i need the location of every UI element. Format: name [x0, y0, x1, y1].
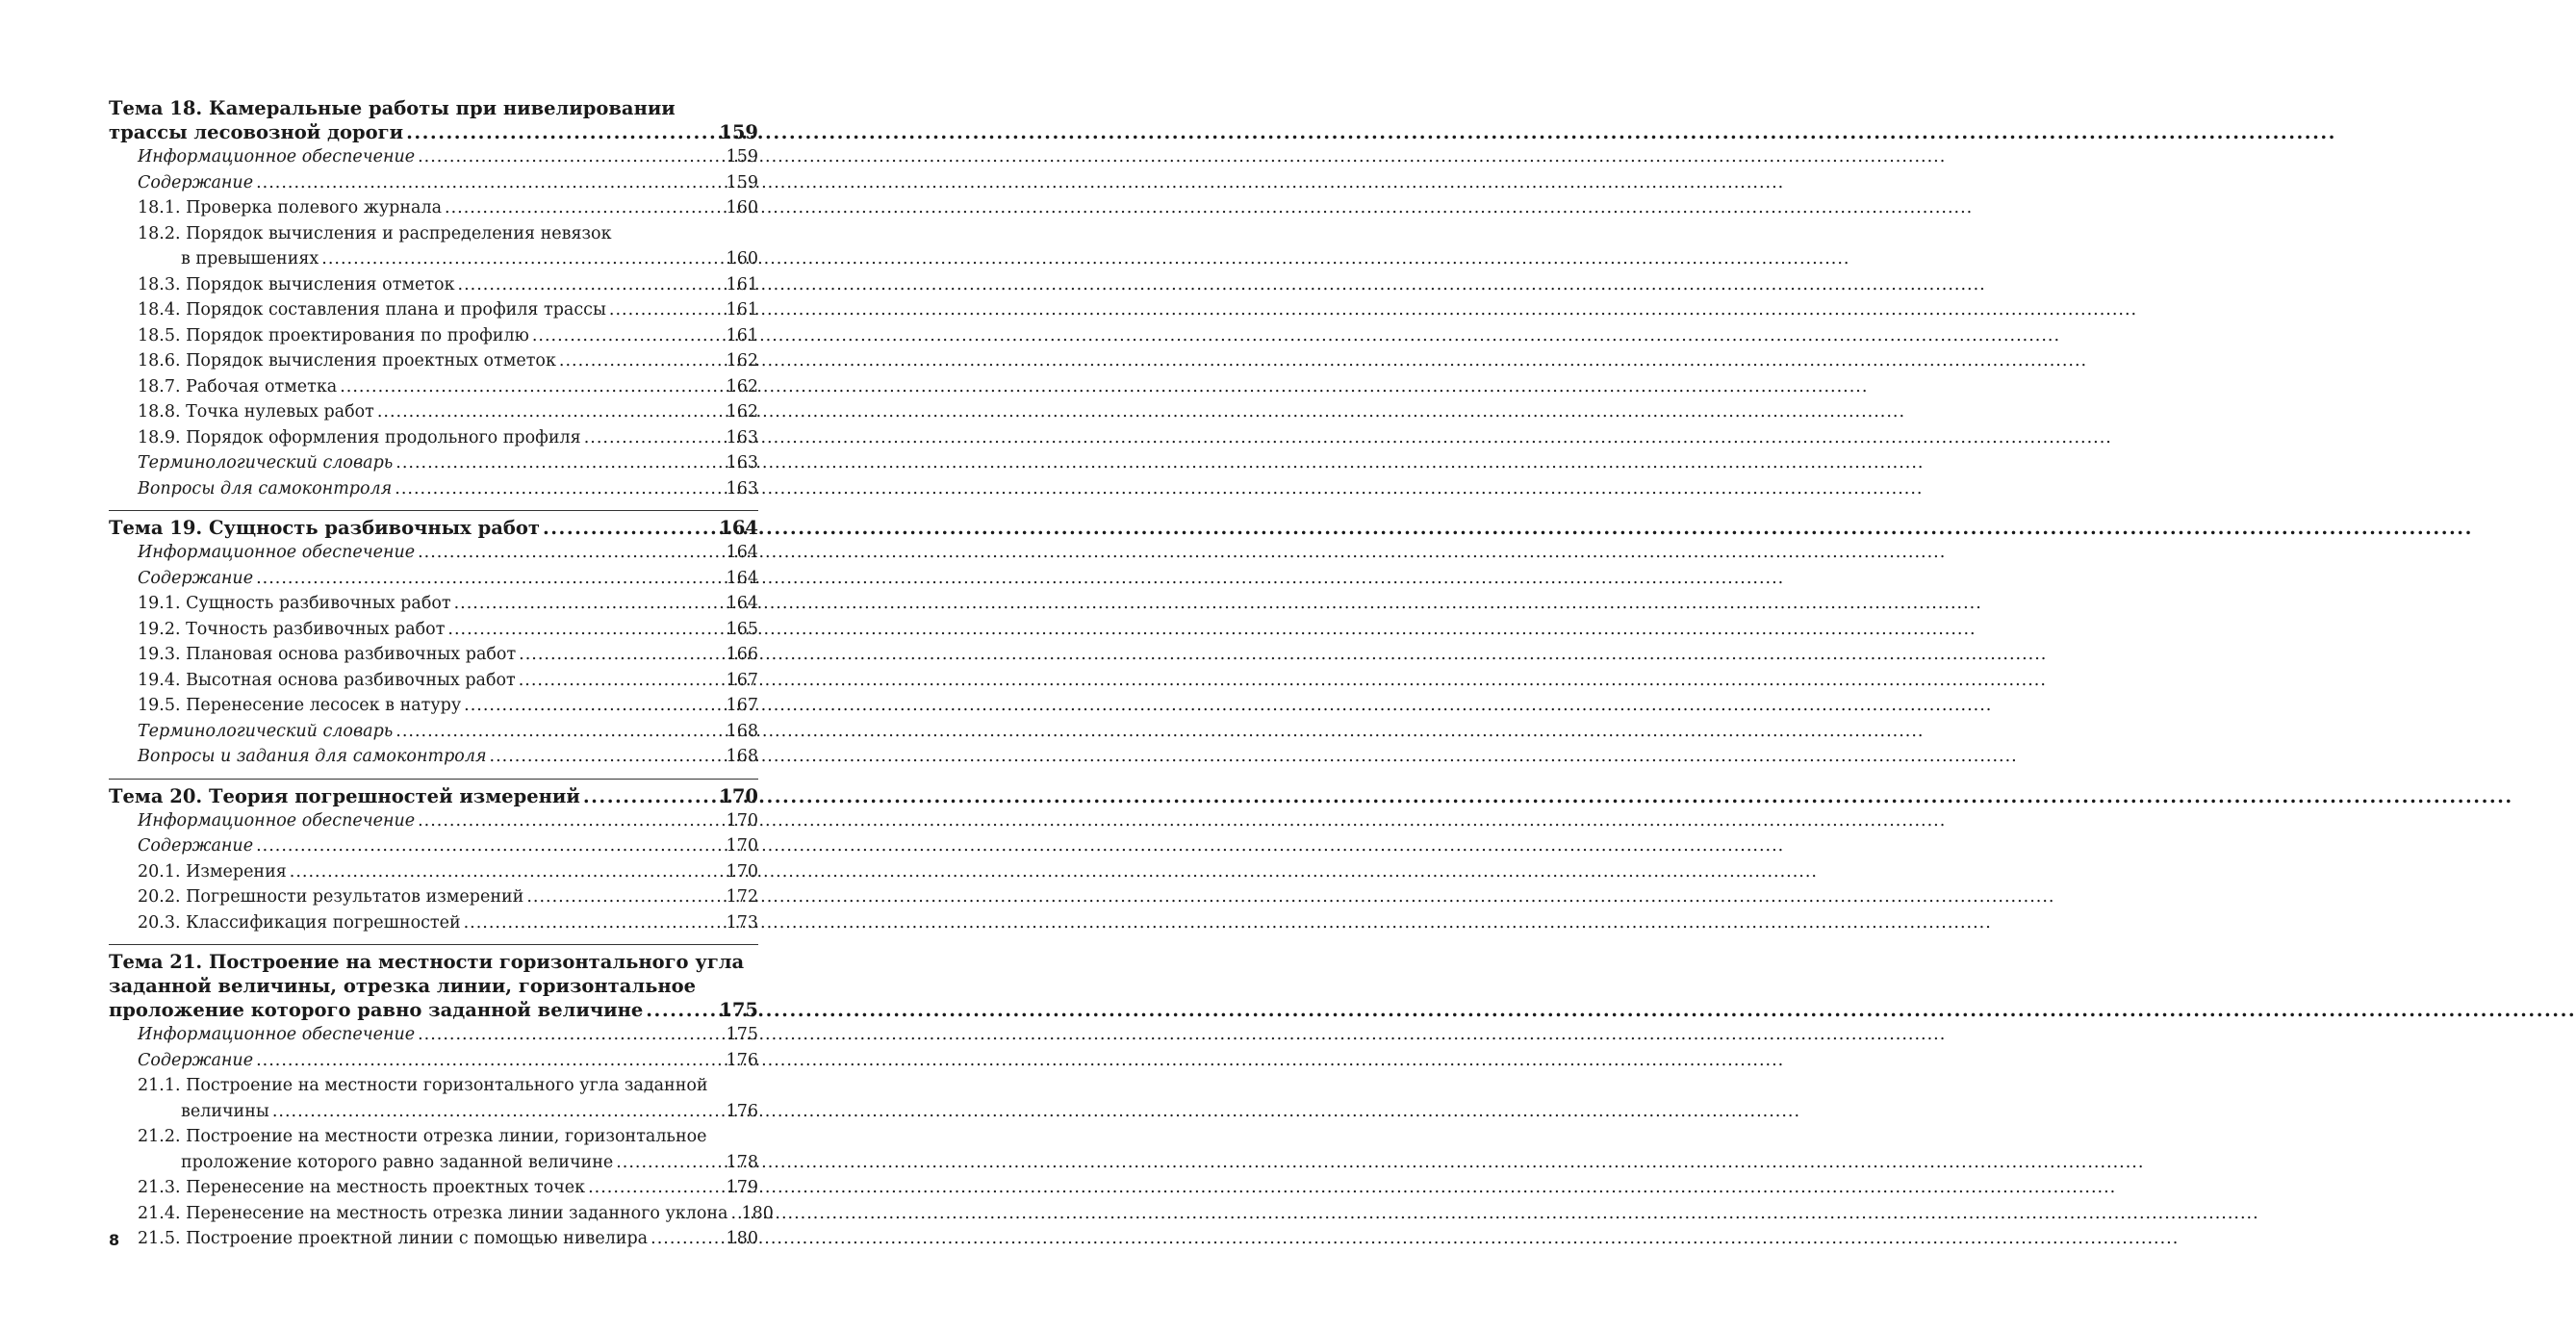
entry-title: проложение которого равно заданной величине: [181, 1152, 614, 1172]
theme-title-line: Тема 21. Построение на местности горизонтального угла: [109, 951, 745, 973]
entry-title: 18.8. Точка нулевых работ: [138, 402, 374, 422]
dot-leader: [395, 450, 723, 476]
entry-page-number: 160: [726, 249, 758, 269]
toc-entry-auxiliary: [109, 144, 758, 170]
toc-entry-auxiliary: [109, 476, 758, 502]
entry-title: 18.7. Рабочая отметка: [138, 376, 338, 396]
theme-title: Тема 19. Сущность разбивочных работ: [109, 517, 540, 539]
entry-title: Вопросы для самоконтроля: [138, 478, 393, 499]
dot-leader: [526, 884, 723, 910]
dot-leader: [464, 910, 724, 936]
theme-title-row: [109, 784, 758, 808]
entry-title: 20.2. Погрешности результатов измерений: [138, 887, 524, 907]
dot-leader: [584, 425, 724, 451]
toc-entry: [109, 668, 758, 694]
dot-leader: [256, 170, 724, 196]
entry-title: Информационное обеспечение: [138, 1025, 416, 1044]
entry-page-number: 173: [726, 912, 758, 933]
dot-leader: [418, 144, 724, 170]
dot-leader: [256, 566, 724, 592]
entry-row: [138, 323, 758, 349]
entry-row: [138, 668, 758, 694]
toc-entry: [109, 693, 758, 719]
entry-row: [138, 719, 758, 745]
entry-page-number: 172: [726, 887, 758, 907]
dot-leader: [340, 374, 723, 400]
theme-page-number: 164: [719, 517, 758, 539]
entry-page-number: 170: [726, 810, 758, 831]
entry-title: 21.4. Перенесение на местность отрезка линии заданного уклона: [138, 1203, 728, 1223]
theme-title-line: Тема 18. Камеральные работы при нивелировании: [109, 97, 676, 119]
toc-entry: [109, 374, 758, 400]
entry-title: Терминологический словарь: [138, 721, 394, 741]
dot-leader: [418, 808, 724, 834]
entry-page-number: 160: [726, 198, 758, 217]
entry-row: [138, 272, 758, 298]
entry-title: 19.3. Плановая основа разбивочных работ: [138, 645, 517, 664]
dot-leader: [256, 833, 724, 859]
entry-page-number: 175: [726, 1025, 758, 1044]
entry-title-line: 21.1. Построение на местности горизонтального угла заданной: [138, 1076, 708, 1095]
toc-entry-auxiliary: [109, 833, 758, 859]
entry-title: Информационное обеспечение: [138, 147, 416, 166]
entry-page-number: 167: [726, 670, 758, 690]
entry-title: величины: [181, 1101, 269, 1121]
entry-row: [138, 642, 758, 668]
entry-row: [138, 591, 758, 617]
theme-title: Тема 20. Теория погрешностей измерений: [109, 784, 580, 807]
entry-page-number: 176: [726, 1050, 758, 1070]
entry-title: Терминологический словарь: [138, 453, 394, 473]
entry-row: [138, 374, 758, 400]
entry-page-number: 166: [726, 645, 758, 664]
toc-entry-auxiliary: [109, 566, 758, 592]
toc-entry-auxiliary: [109, 1022, 758, 1048]
dot-leader: [543, 516, 716, 540]
theme-page-number: 170: [719, 784, 758, 807]
entry-row: [138, 348, 758, 374]
entry-page-number: 159: [726, 172, 758, 192]
entry-row: [138, 859, 758, 885]
dot-leader: [519, 642, 723, 668]
theme-title: проложение которого равно заданной величине: [109, 999, 644, 1021]
entry-title: 20.3. Классификация погрешностей: [138, 912, 461, 933]
toc-entry: [109, 617, 758, 643]
entry-title: Информационное обеспечение: [138, 810, 416, 831]
entry-title: Вопросы и задания для самоконтроля: [138, 747, 487, 766]
entry-title-line: 21.2. Построение на местности отрезка линии, горизонтальное: [138, 1127, 707, 1146]
entry-title: в превышениях: [181, 249, 319, 269]
entry-row: [138, 1150, 758, 1176]
entry-title: 19.5. Перенесение лесосек в натуру: [138, 696, 462, 715]
entry-row: [138, 170, 758, 196]
entry-row: [138, 425, 758, 451]
toc-entry: [109, 1201, 774, 1227]
toc-entry-auxiliary: [109, 170, 758, 196]
toc-entry: [109, 1175, 758, 1201]
entry-title: 19.4. Высотная основа разбивочных работ: [138, 670, 516, 690]
entry-row: [138, 450, 758, 476]
theme-heading: [109, 96, 758, 144]
entry-row: [138, 297, 758, 323]
dot-leader: [519, 668, 724, 694]
toc-entry: [109, 272, 758, 298]
theme-title-row: [109, 998, 758, 1022]
entry-row: [138, 399, 758, 425]
entry-page-number: 168: [726, 747, 758, 766]
toc-entry: [109, 323, 758, 349]
entry-row: [138, 833, 758, 859]
entry-page-number: 161: [726, 325, 758, 345]
entry-title: Содержание: [138, 172, 254, 192]
entry-page-number: 162: [726, 402, 758, 422]
dot-leader: [730, 1201, 738, 1227]
dot-leader: [646, 998, 716, 1022]
entry-page-number: 161: [726, 300, 758, 320]
toc-entry: [109, 642, 758, 668]
entry-page-number: 167: [726, 696, 758, 715]
entry-page-number: 163: [726, 453, 758, 473]
entry-page-number: 164: [726, 543, 758, 562]
entry-row: [138, 1175, 758, 1201]
entry-title: 20.1. Измерения: [138, 861, 287, 882]
entry-row: [138, 744, 758, 770]
theme-title-line: заданной величины, отрезка линии, горизонтальное: [109, 975, 697, 997]
entry-title: Информационное обеспечение: [138, 543, 416, 562]
theme-page-number: 175: [719, 999, 758, 1021]
entry-page-number: 163: [726, 427, 758, 448]
entry-title: 18.1. Проверка полевого журнала: [138, 198, 443, 217]
entry-title: 19.2. Точность разбивочных работ: [138, 619, 446, 639]
entry-title: Содержание: [138, 1050, 254, 1070]
toc-entry: [109, 859, 758, 885]
entry-title-line: 18.2. Порядок вычисления и распределения невязок: [138, 223, 612, 243]
toc-entry-auxiliary: [109, 450, 758, 476]
entry-row: [138, 1226, 758, 1252]
page-number: 8: [109, 1231, 120, 1249]
entry-title: Содержание: [138, 568, 254, 588]
entry-row: [138, 1201, 774, 1227]
table-of-contents: [109, 96, 774, 1252]
toc-section: [109, 96, 758, 501]
toc-entry: [109, 591, 758, 617]
theme-title-row: [109, 516, 758, 540]
theme-title: трассы лесовозной дороги: [109, 121, 404, 143]
toc-entry: [109, 425, 758, 451]
entry-page-number: 176: [726, 1101, 758, 1121]
dot-leader: [454, 591, 724, 617]
entry-page-number: 164: [726, 594, 758, 613]
entry-row: [138, 540, 758, 566]
toc-section: [109, 510, 758, 770]
dot-leader: [418, 540, 724, 566]
toc-section: [109, 779, 758, 936]
entry-page-number: 165: [726, 619, 758, 639]
theme-page-number: 159: [719, 121, 758, 143]
dot-leader: [395, 476, 723, 502]
entry-page-number: 159: [726, 147, 758, 166]
toc-entry: [109, 195, 758, 221]
dot-leader: [650, 1226, 723, 1252]
dot-leader: [395, 719, 723, 745]
entry-row: [138, 617, 758, 643]
dot-leader: [418, 1022, 724, 1048]
dot-leader: [490, 744, 724, 770]
dot-leader: [447, 617, 723, 643]
dot-leader: [464, 693, 723, 719]
dot-leader: [609, 297, 724, 323]
entry-row: [138, 910, 758, 936]
entry-page-number: 162: [726, 376, 758, 396]
entry-page-number: 163: [726, 478, 758, 499]
entry-row: [138, 144, 758, 170]
entry-row: [138, 1048, 758, 1074]
toc-entry: [109, 884, 758, 910]
toc-section: [109, 944, 774, 1252]
dot-leader: [256, 1048, 724, 1074]
entry-page-number: 170: [726, 861, 758, 882]
entry-page-number: 178: [726, 1152, 758, 1172]
toc-entry: [109, 348, 758, 374]
dot-leader: [583, 784, 716, 808]
entry-page-number: 162: [726, 351, 758, 371]
dot-leader: [377, 399, 724, 425]
entry-title: 21.5. Построение проектной линии с помощью нивелира: [138, 1229, 649, 1248]
entry-page-number: 179: [726, 1178, 758, 1197]
entry-title: Содержание: [138, 836, 254, 856]
entry-row: [138, 246, 758, 272]
entry-title: 19.1. Сущность разбивочных работ: [138, 594, 451, 613]
theme-heading: [109, 516, 758, 540]
entry-row: [138, 476, 758, 502]
dot-leader: [445, 195, 724, 221]
entry-title: 18.3. Порядок вычисления отметок: [138, 274, 455, 294]
entry-title: 18.9. Порядок оформления продольного профиля: [138, 427, 581, 448]
entry-row: [138, 884, 758, 910]
toc-entry: [109, 399, 758, 425]
entry-row: [138, 566, 758, 592]
theme-heading: [109, 950, 758, 1022]
entry-title: 21.3. Перенесение на местность проектных точек: [138, 1178, 586, 1197]
entry-title: 18.6. Порядок вычисления проектных отметок: [138, 351, 556, 371]
dot-leader: [321, 246, 723, 272]
dot-leader: [588, 1175, 724, 1201]
entry-page-number: 180: [741, 1203, 774, 1223]
entry-row: [138, 1099, 758, 1125]
entry-title: 18.5. Порядок проектирования по профилю: [138, 325, 529, 345]
entry-row: [138, 693, 758, 719]
entry-row: [138, 195, 758, 221]
toc-entry: [109, 221, 758, 272]
dot-leader: [559, 348, 724, 374]
toc-entry-auxiliary: [109, 744, 758, 770]
toc-entry: [109, 1124, 758, 1175]
toc-entry-auxiliary: [109, 719, 758, 745]
theme-title-row: [109, 120, 758, 144]
dot-leader: [406, 120, 716, 144]
entry-page-number: 170: [726, 836, 758, 856]
dot-leader: [458, 272, 724, 298]
entry-page-number: 164: [726, 568, 758, 588]
toc-entry: [109, 1226, 758, 1252]
entry-row: [138, 1022, 758, 1048]
toc-entry-auxiliary: [109, 1048, 758, 1074]
toc-entry: [109, 1073, 758, 1124]
dot-leader: [532, 323, 724, 349]
toc-entry-auxiliary: [109, 540, 758, 566]
entry-row: [138, 808, 758, 834]
toc-entry: [109, 910, 758, 936]
toc-entry-auxiliary: [109, 808, 758, 834]
entry-page-number: 180: [726, 1229, 758, 1248]
theme-heading: [109, 784, 758, 808]
entry-page-number: 161: [726, 274, 758, 294]
dot-leader: [272, 1099, 724, 1125]
document-page: [0, 0, 866, 1330]
entry-title: 18.4. Порядок составления плана и профиля трассы: [138, 300, 606, 320]
toc-entry: [109, 297, 758, 323]
dot-leader: [616, 1150, 723, 1176]
entry-page-number: 168: [726, 721, 758, 741]
dot-leader: [290, 859, 724, 885]
